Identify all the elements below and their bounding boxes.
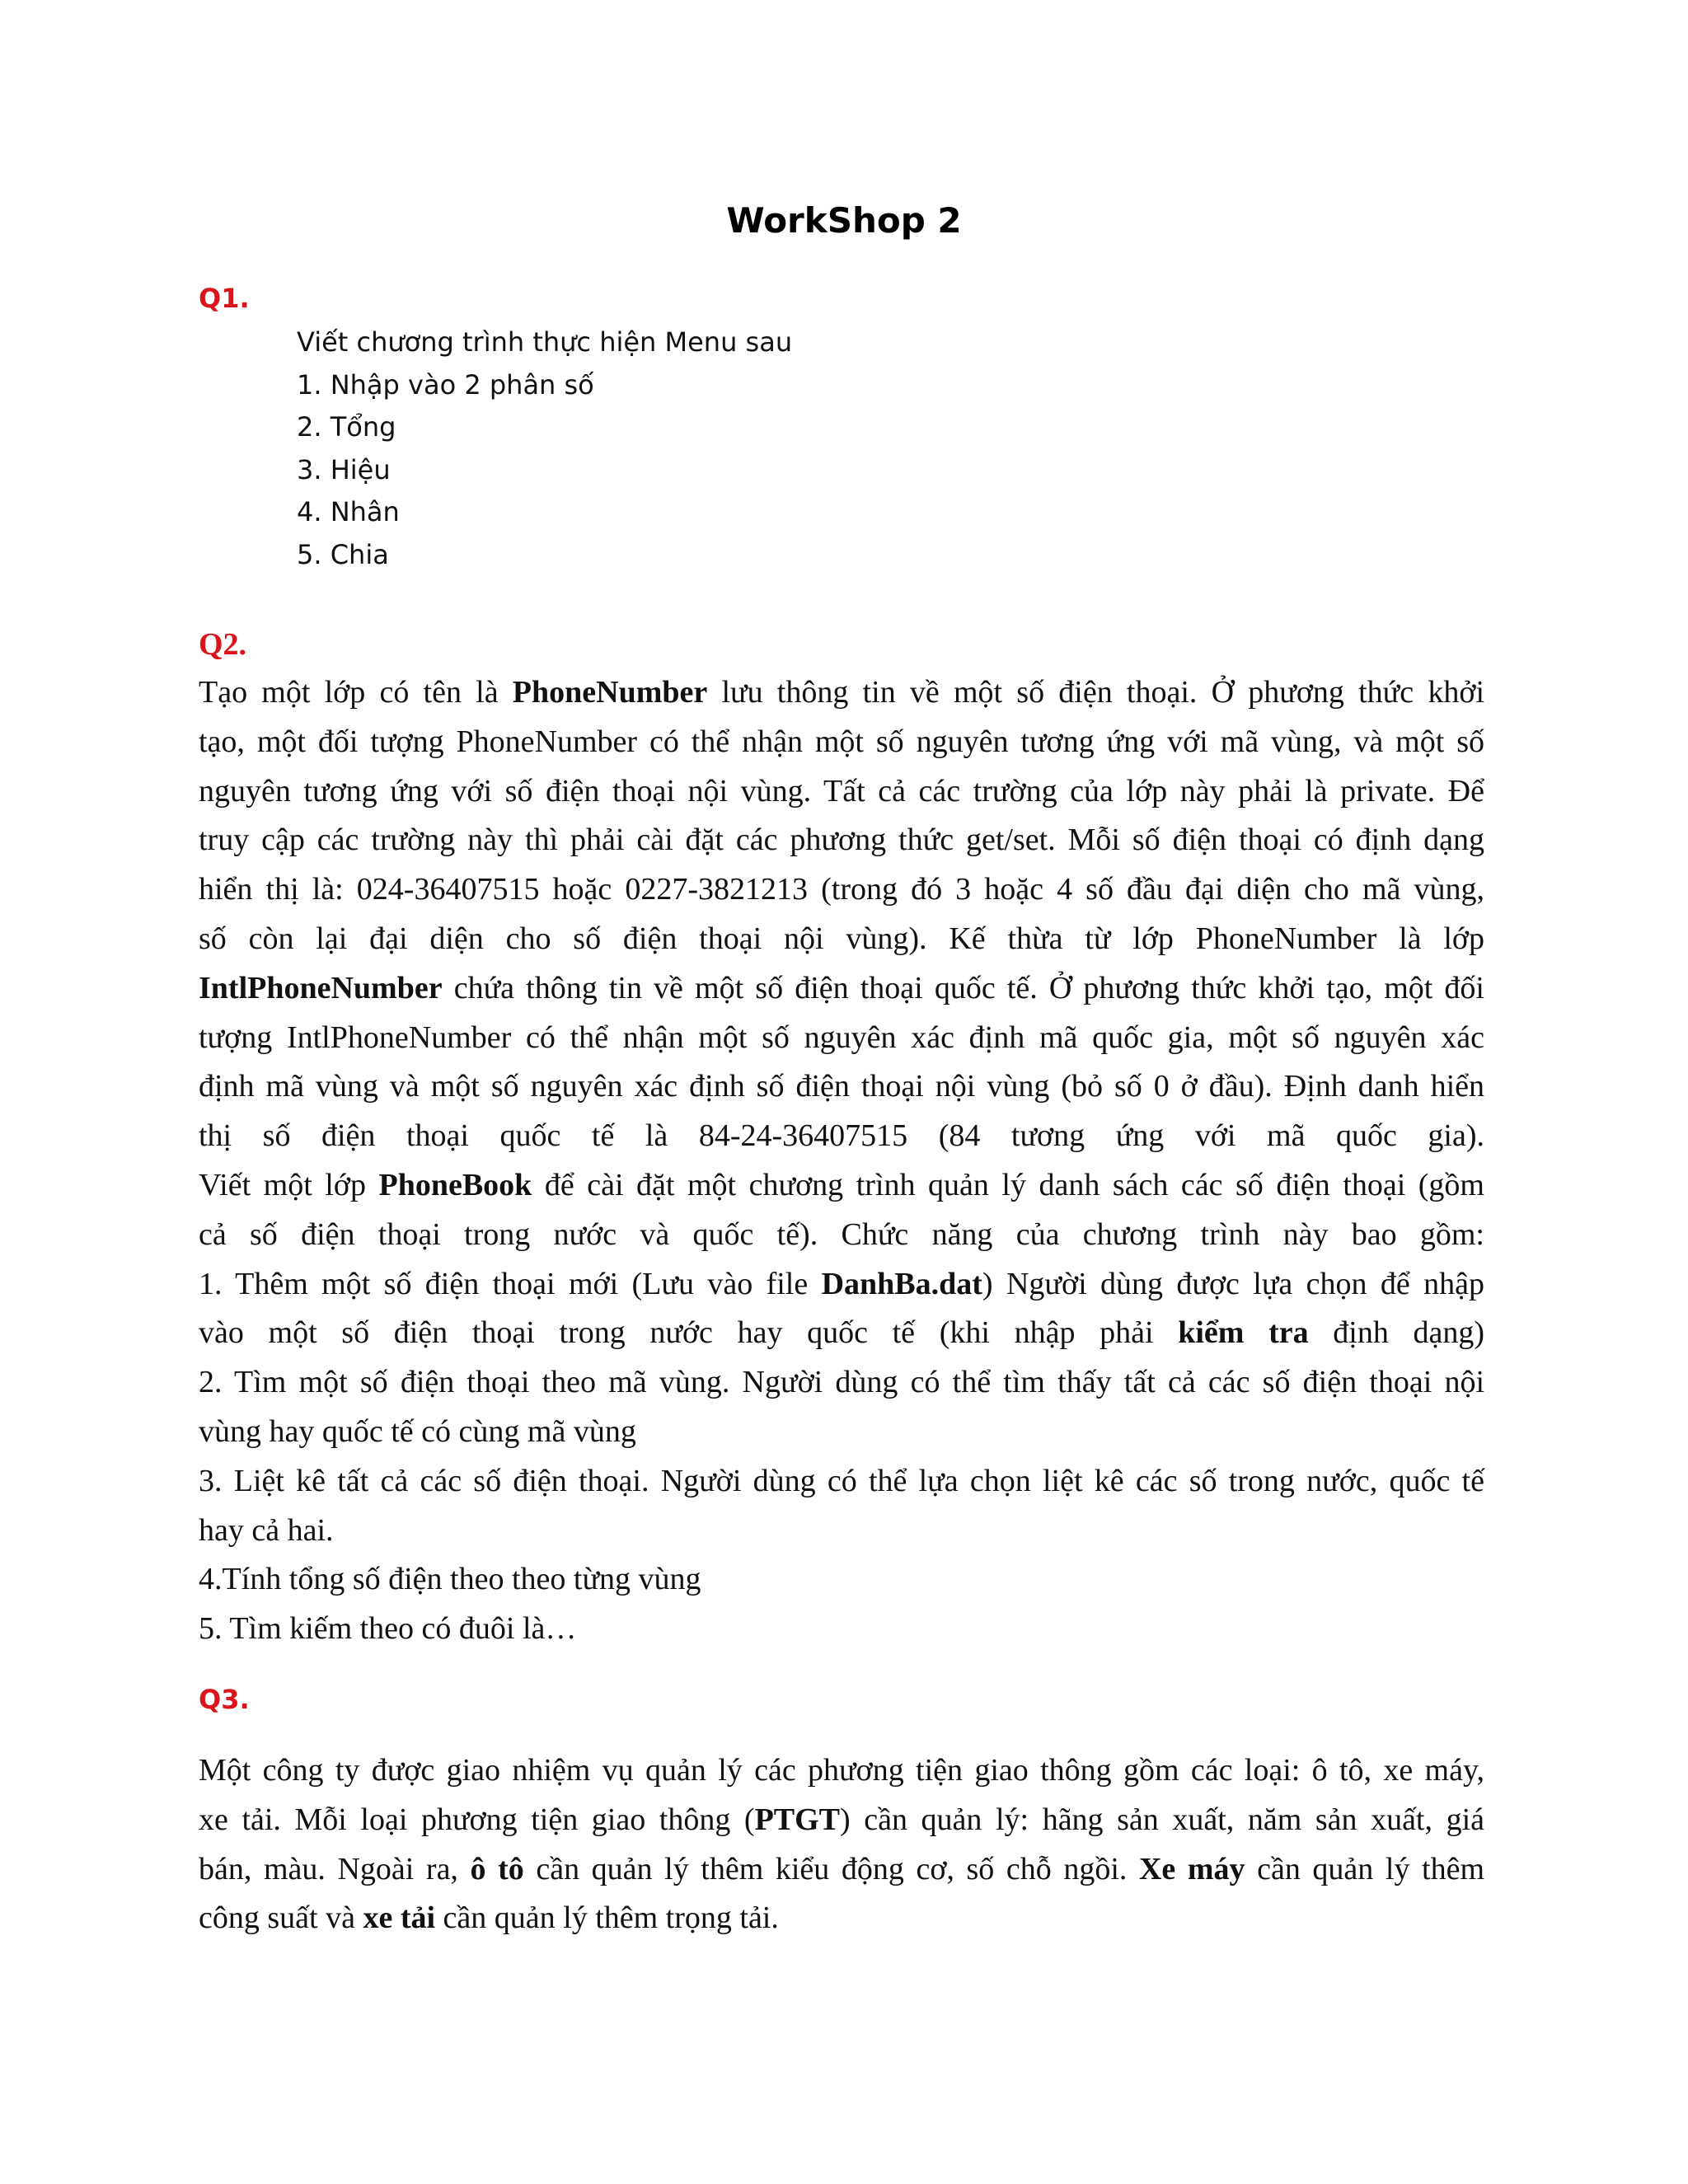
q2-text: Tạo một lớp có tên là bbox=[199, 675, 513, 710]
q3-text: công suất và bbox=[199, 1900, 363, 1936]
q3-bold-term: PTGT bbox=[754, 1802, 841, 1837]
q3-line bbox=[199, 1746, 1484, 1796]
q2-text: chứa thông tin về một số điện thoại quốc tế. Ở phương thức khởi tạo, một đối bbox=[442, 970, 1484, 1005]
q1-menu-item: 2. Tổng bbox=[297, 411, 396, 443]
q2-line bbox=[199, 1605, 1484, 1654]
q2-heading: Q2. bbox=[199, 627, 247, 662]
q2-text: cả số điện thoại trong nước và quốc tế). Chức năng của chương trình này bao gồm: bbox=[199, 1216, 1484, 1252]
q2-text: vào một số điện thoại trong nước hay quốc tế (khi nhập phải bbox=[199, 1315, 1179, 1351]
q2-bold-term: PhoneNumber bbox=[512, 675, 708, 710]
q2-text: số còn lại đại diện cho số điện thoại nội vùng). Kế thừa từ lớp PhoneNumber là lớp bbox=[199, 921, 1484, 956]
q2-text: tạo, một đối tượng PhoneNumber có thể nhận một số nguyên tương ứng với mã vùng, và một số bbox=[199, 724, 1484, 759]
q1-heading: Q1. bbox=[199, 283, 250, 314]
q2-line bbox=[199, 1408, 1484, 1457]
q3-text: Một công ty được giao nhiệm vụ quản lý các phương tiện giao thông gồm các loại: ô tô, xe máy, bbox=[199, 1753, 1484, 1788]
q2-text: 3. Liệt kê tất cả các số điện thoại. Người dùng có thể lựa chọn liệt kê các số trong nước, quốc tế bbox=[199, 1463, 1484, 1498]
q2-line bbox=[199, 1062, 1484, 1112]
q2-line bbox=[199, 816, 1484, 865]
q2-line bbox=[199, 915, 1484, 964]
q2-text: hiển thị là: 024-36407515 hoặc 0227-3821213 (trong đó 3 hoặc 4 số đầu đại diện cho mã vùng, bbox=[199, 872, 1484, 907]
q3-text: xe tải. Mỗi loại phương tiện giao thông ( bbox=[199, 1802, 755, 1837]
q2-line bbox=[199, 1112, 1484, 1161]
q2-line bbox=[199, 964, 1484, 1014]
q3-text: bán, màu. Ngoài ra, bbox=[199, 1851, 471, 1886]
q2-text: định mã vùng và một số nguyên xác định số điện thoại nội vùng (bỏ số 0 ở đầu). Định danh hiển bbox=[199, 1069, 1484, 1104]
q2-line bbox=[199, 1260, 1484, 1310]
q2-line bbox=[199, 767, 1484, 817]
q2-line bbox=[199, 1358, 1484, 1408]
q3-paragraph bbox=[199, 1746, 1484, 1943]
q2-text: ) Người dùng được lựa chọn để nhập bbox=[982, 1266, 1484, 1301]
q1-menu-list bbox=[297, 321, 792, 576]
q1-intro: Viết chương trình thực hiện Menu sau bbox=[297, 326, 793, 358]
q3-bold-term: Xe máy bbox=[1138, 1851, 1245, 1886]
q2-text: truy cập các trường này thì phải cài đặt các phương thức get/set. Mỗi số điện thoại có định dạng bbox=[199, 823, 1484, 858]
q2-text: 4.Tính tổng số điện theo theo từng vùng bbox=[199, 1562, 701, 1597]
q2-bold-term: DanhBa.dat bbox=[821, 1266, 982, 1301]
q1-menu-item: 4. Nhân bbox=[297, 496, 400, 527]
q1-menu-item: 5. Chia bbox=[297, 538, 389, 570]
q2-line bbox=[199, 1161, 1484, 1211]
q2-text: tượng IntlPhoneNumber có thể nhận một số nguyên xác định mã quốc gia, một số nguyên xác bbox=[199, 1019, 1484, 1055]
q2-text: định dạng) bbox=[1308, 1315, 1485, 1351]
q3-text: cần quản lý thêm trọng tải. bbox=[435, 1900, 779, 1936]
q1-menu-item: 1. Nhập vào 2 phân số bbox=[297, 368, 594, 401]
q2-text: hay cả hai. bbox=[199, 1512, 334, 1548]
q3-line bbox=[199, 1894, 1484, 1943]
q3-text: cần quản lý thêm bbox=[1245, 1851, 1485, 1886]
q2-line bbox=[199, 865, 1484, 915]
q3-line bbox=[199, 1845, 1484, 1895]
q2-line bbox=[199, 1211, 1484, 1260]
q2-text: 5. Tìm kiếm theo có đuôi là… bbox=[199, 1611, 577, 1647]
q2-text: Viết một lớp bbox=[199, 1167, 379, 1202]
q2-line bbox=[199, 1507, 1484, 1556]
q2-line bbox=[199, 668, 1484, 718]
q2-text: vùng hay quốc tế có cùng mã vùng bbox=[199, 1413, 636, 1449]
q2-text: 1. Thêm một số điện thoại mới (Lưu vào file bbox=[199, 1266, 822, 1301]
q2-text: 2. Tìm một số điện thoại theo mã vùng. Người dùng có thể tìm thấy tất cả các số điện thoại nội bbox=[199, 1365, 1484, 1400]
q2-text: nguyên tương ứng với số điện thoại nội vùng. Tất cả các trường của lớp này phải là private. Để bbox=[199, 773, 1484, 808]
q2-line bbox=[199, 1555, 1484, 1605]
q2-line bbox=[199, 1457, 1484, 1507]
q2-bold-term: IntlPhoneNumber bbox=[199, 970, 443, 1005]
q2-text: lưu thông tin về một số điện thoại. Ở phương thức khởi bbox=[707, 675, 1485, 710]
q3-line bbox=[199, 1796, 1484, 1845]
q2-paragraph bbox=[199, 668, 1484, 1654]
q1-menu-item: 3. Hiệu bbox=[297, 453, 391, 485]
q3-bold-term: xe tải bbox=[363, 1900, 436, 1936]
q2-text: thị số điện thoại quốc tế là 84-24-36407515 (84 tương ứng với mã quốc gia). bbox=[199, 1118, 1484, 1154]
q2-line bbox=[199, 718, 1484, 767]
q2-bold-term: kiểm tra bbox=[1178, 1315, 1309, 1351]
document-title: WorkShop 2 bbox=[726, 200, 962, 241]
q3-bold-term: ô tô bbox=[470, 1851, 524, 1886]
q3-text: ) cần quản lý: hãng sản xuất, năm sản xuất, giá bbox=[840, 1802, 1484, 1837]
q2-text: để cài đặt một chương trình quản lý danh sách các số điện thoại (gồm bbox=[532, 1167, 1484, 1202]
q2-line bbox=[199, 1014, 1484, 1063]
q3-heading: Q3. bbox=[199, 1684, 250, 1715]
q2-bold-term: PhoneBook bbox=[378, 1167, 532, 1202]
q2-line bbox=[199, 1309, 1484, 1358]
q3-text: cần quản lý thêm kiểu động cơ, số chỗ ngồi. bbox=[523, 1851, 1139, 1886]
